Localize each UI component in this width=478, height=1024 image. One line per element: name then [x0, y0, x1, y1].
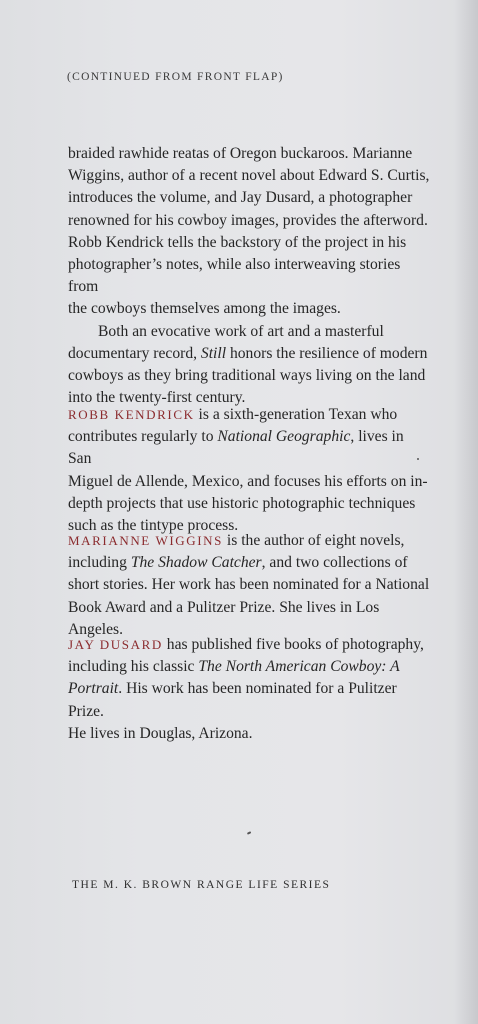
text-line: honors the resilience of modern	[226, 344, 428, 362]
bio-wiggins-text	[68, 530, 430, 641]
text-line: is the author of eight novels,	[223, 532, 405, 549]
bio-dusard	[68, 634, 430, 745]
text-line: the cowboys themselves among the images.	[68, 300, 341, 318]
series-title: THE M. K. BROWN RANGE LIFE SERIES	[72, 879, 331, 891]
text-line: Robb Kendrick tells the backstory of the project in his	[68, 233, 407, 251]
text-line: including	[68, 554, 131, 572]
text-line: including his classic	[68, 658, 199, 676]
text-line: , and two collections of	[261, 554, 408, 572]
text-line: Wiggins, author of a recent novel about Edward S. Curtis,	[68, 167, 430, 185]
text-line: Miguel de Allende, Mexico, and focuses his efforts on in-	[68, 472, 428, 490]
text-line: contributes regularly to	[68, 428, 218, 446]
author-name-wiggins: MARIANNE WIGGINS	[68, 533, 223, 548]
text-line: , lives in San	[68, 428, 404, 468]
author-name-dusard: JAY DUSARD	[68, 637, 163, 652]
bio-dusard-text	[68, 634, 430, 745]
continued-header: (CONTINUED FROM FRONT FLAP)	[67, 71, 284, 83]
text-line: photographer’s notes, while also interweaving stories from	[68, 256, 401, 296]
text-line: cowboys as they bring traditional ways living on the land	[68, 367, 426, 385]
text-line: braided rawhide reatas of Oregon buckaroos. Marianne	[68, 145, 413, 162]
text-line: He lives in Douglas, Arizona.	[68, 724, 253, 742]
publication-title: National Geographic	[217, 428, 351, 446]
text-line: Book Award and a Pulitzer Prize. She lives in Los Angeles.	[68, 598, 380, 638]
text-line: depth projects that use historic photographic techniques	[68, 494, 416, 512]
bio-kendrick-text	[68, 404, 430, 537]
text-line: introduces the volume, and Jay Dusard, a photographer	[68, 189, 413, 207]
text-line: . His work has been nominated for a Pulitzer Prize.	[68, 680, 397, 720]
text-line: renowned for his cowboy images, provides the afterword.	[68, 211, 428, 229]
text-line: into the twenty-first century.	[68, 389, 246, 407]
text-line: is a sixth-generation Texan who	[194, 406, 398, 423]
text-line: short stories. Her work has been nominated for a National	[68, 576, 430, 594]
bio-wiggins	[68, 530, 430, 641]
text-line: such as the tintype process.	[68, 517, 239, 535]
text-line: documentary record,	[68, 344, 201, 362]
book-title-still: Still	[200, 344, 227, 362]
author-name-kendrick: ROBB KENDRICK	[68, 407, 195, 422]
paper-speck	[417, 458, 419, 460]
intro-paragraph-1	[68, 143, 430, 321]
book-title-north-american-cowboy: The North American Cowboy: A	[198, 658, 400, 676]
book-title-shadow-catcher: The Shadow Catcher	[130, 554, 262, 572]
intro-section	[68, 143, 430, 409]
text-line: Both an evocative work of art and a masterful	[98, 322, 384, 340]
text-line: has published five books of photography,	[162, 636, 424, 653]
bio-kendrick	[68, 404, 430, 537]
intro-paragraph-2	[68, 321, 430, 410]
paper-speck	[247, 831, 251, 834]
book-title-north-american-cowboy-cont: Portrait	[68, 680, 119, 698]
